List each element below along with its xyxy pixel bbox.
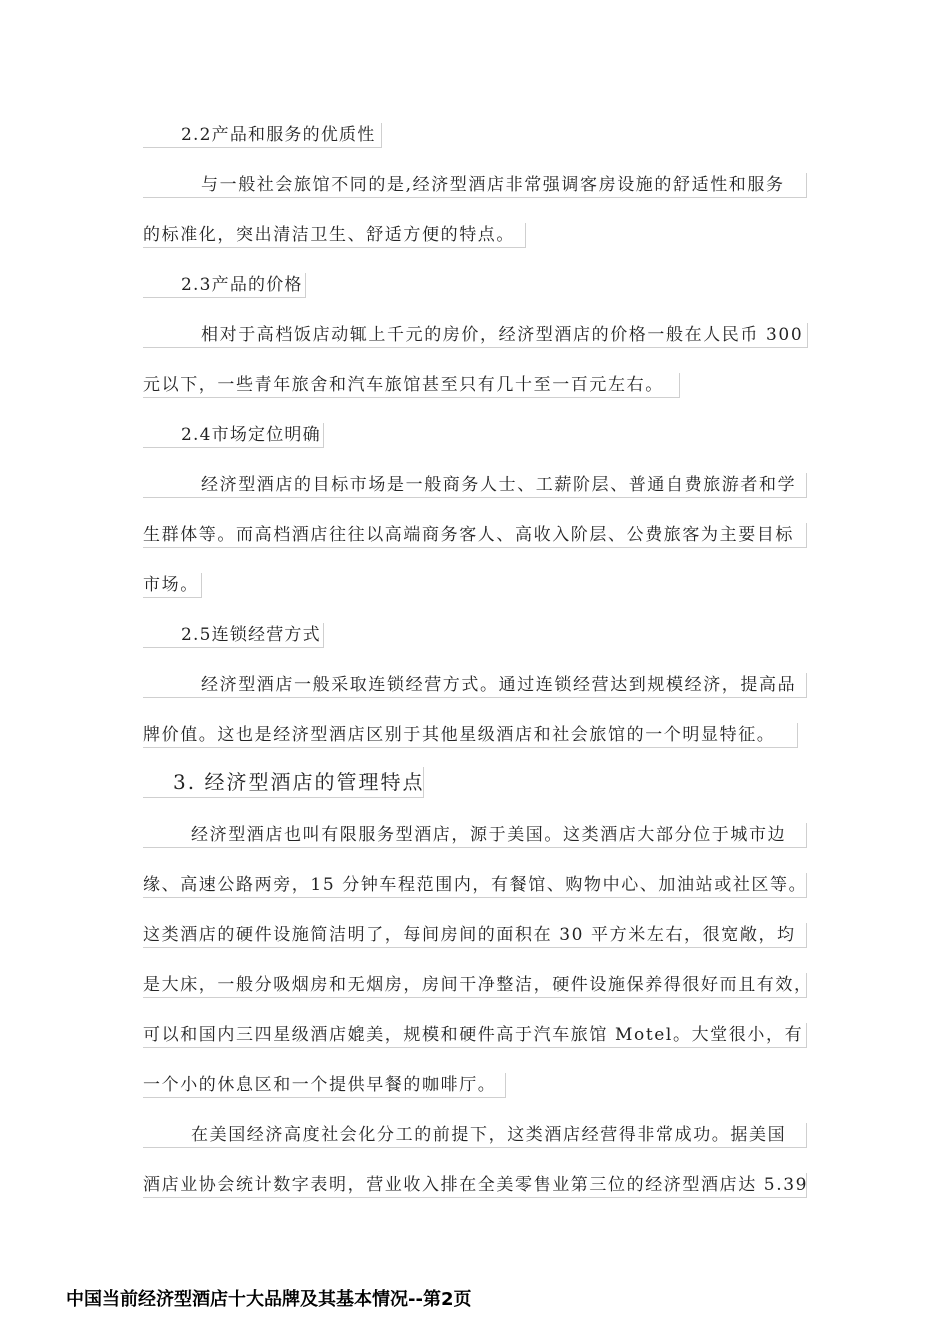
subheading-2-5: 2.5连锁经营方式 [143, 623, 324, 648]
paragraph-line: 相对于高档饭店动辄上千元的房价，经济型酒店的价格一般在人民币 300 [143, 323, 808, 348]
paragraph-line: 在美国经济高度社会化分工的前提下，这类酒店经营得非常成功。据美国 [143, 1123, 807, 1148]
paragraph-line: 元以下，一些青年旅舍和汽车旅馆甚至只有几十至一百元左右。 [143, 373, 680, 398]
paragraph-line: 的标准化，突出清洁卫生、舒适方便的特点。 [143, 223, 526, 248]
paragraph-line: 牌价值。这也是经济型酒店区别于其他星级酒店和社会旅馆的一个明显特征。 [143, 723, 798, 748]
paragraph-line: 一个小的休息区和一个提供早餐的咖啡厅。 [143, 1073, 506, 1098]
subheading-2-2: 2.2产品和服务的优质性 [143, 123, 382, 148]
subheading-2-3: 2.3产品的价格 [143, 273, 306, 298]
paragraph-line: 酒店业协会统计数字表明，营业收入排在全美零售业第三位的经济型酒店达 5.39 [143, 1173, 807, 1198]
paragraph-line: 是大床，一般分吸烟房和无烟房，房间干净整洁，硬件设施保养得很好而且有效， [143, 973, 807, 998]
paragraph-line: 可以和国内三四星级酒店媲美，规模和硬件高于汽车旅馆 Motel。大堂很小，有 [143, 1023, 807, 1048]
paragraph-line: 经济型酒店一般采取连锁经营方式。通过连锁经营达到规模经济，提高品 [143, 673, 807, 698]
paragraph-line: 缘、高速公路两旁，15 分钟车程范围内，有餐馆、购物中心、加油站或社区等。 [143, 873, 807, 898]
paragraph-line: 这类酒店的硬件设施简洁明了，每间房间的面积在 30 平方米左右，很宽敞，均 [143, 923, 807, 948]
paragraph-line: 生群体等。而高档酒店往往以高端商务客人、高收入阶层、公费旅客为主要目标 [143, 523, 807, 548]
paragraph-line: 经济型酒店的目标市场是一般商务人士、工薪阶层、普通自费旅游者和学 [143, 473, 807, 498]
paragraph-line: 市场。 [143, 573, 202, 598]
subheading-2-4: 2.4市场定位明确 [143, 423, 324, 448]
paragraph-line: 经济型酒店也叫有限服务型酒店，源于美国。这类酒店大部分位于城市边 [143, 823, 807, 848]
page-footer: 中国当前经济型酒店十大品牌及其基本情况--第2页 [66, 1289, 472, 1310]
section-heading-3: 3. 经济型酒店的管理特点 [143, 767, 424, 798]
paragraph-line: 与一般社会旅馆不同的是,经济型酒店非常强调客房设施的舒适性和服务 [143, 173, 807, 198]
